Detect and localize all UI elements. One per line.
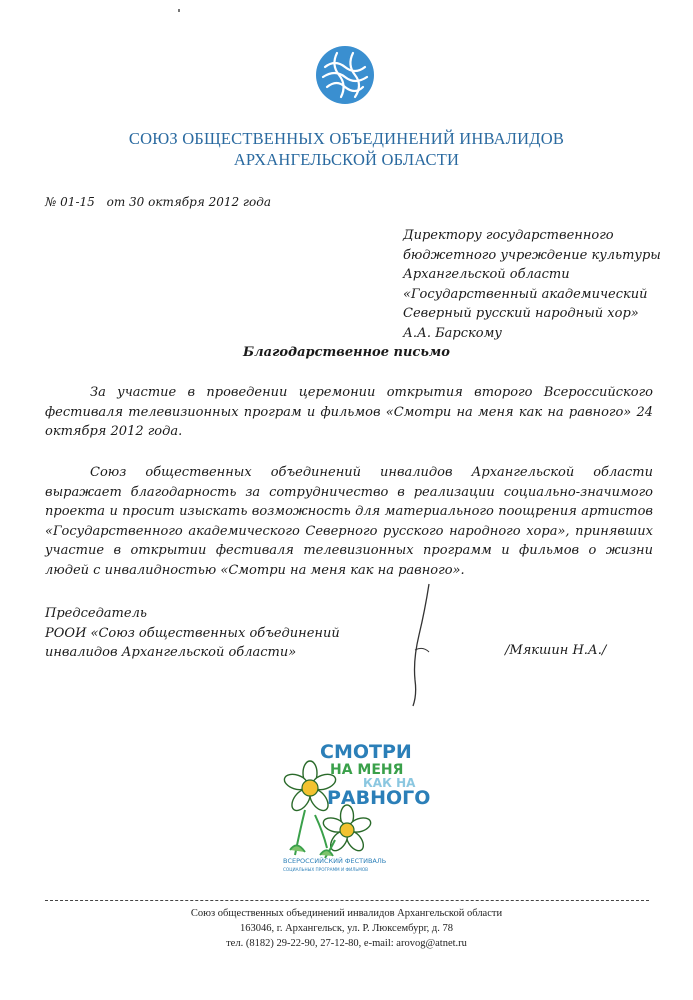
signatory-title-line: инвалидов Архангельской области» <box>45 645 297 660</box>
daisy-icon <box>322 805 373 854</box>
signatory-name: /Мякшин Н.А./ <box>505 643 607 658</box>
addressee-line: А.А. Барскому <box>403 325 502 341</box>
signatory-title-line: РООИ «Союз общественных объединений <box>45 625 340 641</box>
festival-logo <box>275 740 435 875</box>
outgoing-reference <box>45 195 279 209</box>
addressee-line: бюджетного учреждение культуры <box>403 247 661 263</box>
footer-contacts: тел. (8182) 29-22-90, 27-12-80, e-mail: arovog@atnet.ru <box>226 938 467 949</box>
organization-title <box>0 128 693 170</box>
handwritten-signature <box>395 580 445 710</box>
festival-logo-text-4: РАВНОГО <box>327 787 431 809</box>
org-title-line1: СОЮЗ ОБЩЕСТВЕННЫХ ОБЪЕДИНЕНИЙ ИНВАЛИДОВ <box>128 129 565 148</box>
festival-caption-2: СОЦИАЛЬНЫХ ПРОГРАММ И ФИЛЬМОВ <box>283 867 369 872</box>
letter-paragraph-1: За участие в проведении церемонии открытия второго Всероссийского фестиваля телевизионных програм и фильмов «Смотри на меня как на равного» 24 октября 2012 года. <box>45 385 653 439</box>
scan-speck <box>178 9 180 12</box>
festival-logo-text-2: НА МЕНЯ <box>330 762 404 778</box>
footer-divider <box>45 900 649 901</box>
letter-paragraph-2: Союз общественных объединений инвалидов Архангельской области выражает благодарность за сотрудничество в реализации социально-значимого проекта и просит изыскать возможность для материального поощрения артистов «Государственного академического Северного русского народного хора», принявших участие в открытии фестиваля телевизионных программ и фильмов о жизни людей с инвалидностью «Смотри на меня как на равного». <box>45 465 653 578</box>
festival-caption-1: ВСЕРОССИЙСКИЙ ФЕСТИВАЛЬ <box>283 857 387 865</box>
footer-address: 163046, г. Архангельск, ул. Р. Люксембург, д. 78 <box>239 923 454 934</box>
outgoing-number: № 01-15 <box>45 195 95 209</box>
letter-title: Благодарственное письмо <box>243 345 450 360</box>
union-logo-icon <box>315 45 375 105</box>
signatory-title <box>45 604 340 663</box>
addressee-line: «Государственный академический <box>403 286 648 302</box>
signatory-title-line: Председатель <box>45 606 147 621</box>
addressee-line: Архангельской области <box>403 267 570 282</box>
addressee-line: Директору государственного <box>403 228 614 243</box>
org-title-line2: АРХАНГЕЛЬСКОЙ ОБЛАСТИ <box>233 150 460 169</box>
footer-org-name: Союз общественных объединений инвалидов Архангельской области <box>190 908 503 919</box>
addressee-line: Северный русский народный хор» <box>403 306 639 321</box>
festival-logo-text-1: СМОТРИ <box>320 741 412 763</box>
outgoing-date: от 30 октября 2012 года <box>106 195 271 209</box>
addressee-block <box>403 226 683 343</box>
footer <box>0 906 693 951</box>
festival-logo-text-3: КАК НА <box>363 776 416 790</box>
